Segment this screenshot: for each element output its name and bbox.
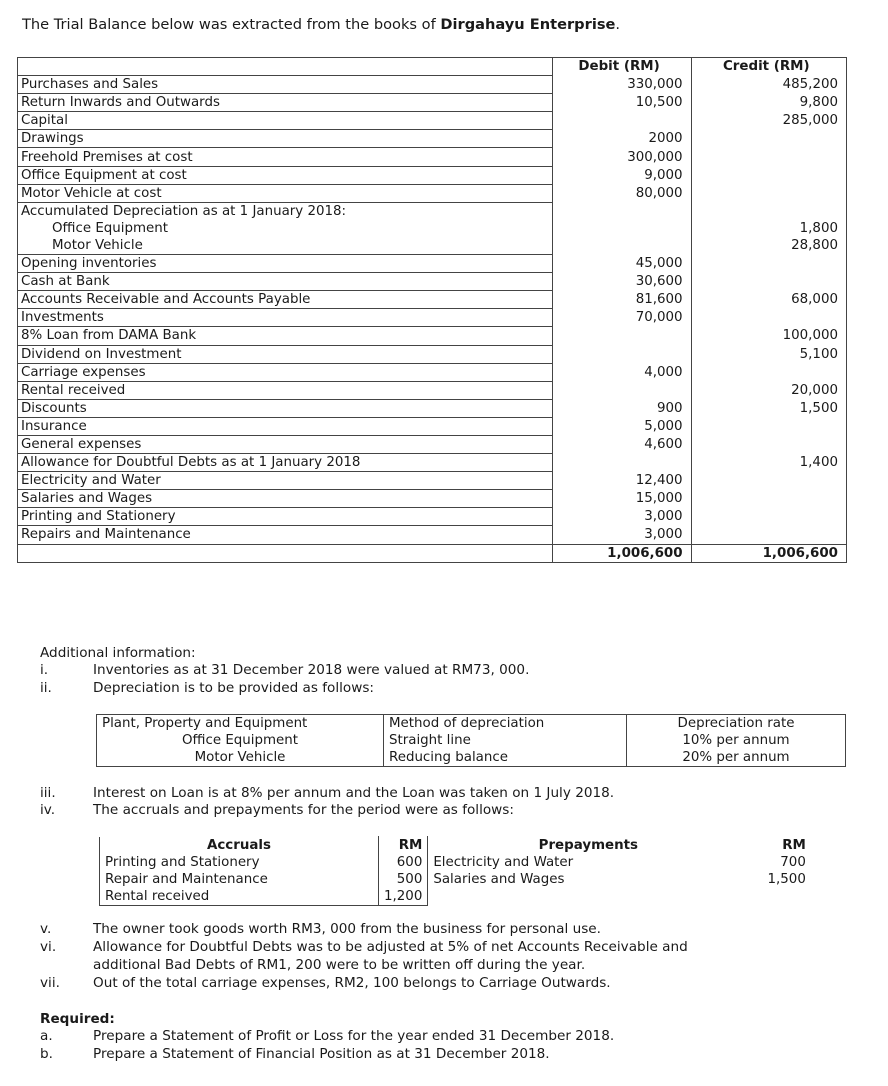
trial-balance-row (18, 76, 847, 94)
account-label: Salaries and Wages (18, 490, 553, 508)
credit-amount (691, 508, 846, 526)
debit-amount: 2000 (552, 130, 691, 148)
debit-amount: 330,000 (552, 76, 691, 94)
credit-amount (691, 435, 846, 453)
account-label: Office Equipment at cost (18, 166, 553, 184)
credit-amount: 20,000 (691, 381, 846, 399)
account-label: Drawings (18, 130, 553, 148)
required-b-num: b. (40, 1046, 53, 1062)
credit-amount (691, 309, 846, 327)
item-i-text: Inventories as at 31 December 2018 were valued at RM73, 000. (93, 662, 530, 678)
debit-amount: 12,400 (552, 472, 691, 490)
accrual-amount: 600 (379, 854, 428, 871)
dep-rate: 10% per annum (627, 732, 846, 749)
acc-header-rm: RM (379, 837, 428, 855)
credit-amount (691, 202, 846, 220)
depreciation-table (96, 714, 846, 767)
debit-amount (552, 237, 691, 255)
account-label: Accumulated Depreciation as at 1 January 2018: (18, 202, 553, 220)
trial-balance-row (18, 490, 847, 508)
debit-amount (552, 454, 691, 472)
trial-balance-row (18, 327, 847, 345)
required-a-text: Prepare a Statement of Profit or Loss for the year ended 31 December 2018. (93, 1028, 615, 1044)
credit-amount (691, 417, 846, 435)
credit-amount (691, 363, 846, 381)
debit-amount: 4,000 (552, 363, 691, 381)
trial-balance-row (18, 184, 847, 202)
debit-amount: 45,000 (552, 255, 691, 273)
dep-asset: Office Equipment (97, 732, 384, 749)
prepayment-item (428, 888, 749, 906)
item-v-text: The owner took goods worth RM3, 000 from the business for personal use. (93, 921, 601, 937)
credit-amount (691, 184, 846, 202)
accruals-row (100, 854, 811, 871)
intro-suffix: . (615, 16, 621, 33)
trial-balance-row (18, 291, 847, 309)
item-iii-num: iii. (40, 785, 56, 801)
trial-balance-row (18, 112, 847, 130)
account-label: Capital (18, 112, 553, 130)
account-label: Motor Vehicle (18, 237, 553, 255)
accrual-item: Repair and Maintenance (100, 871, 379, 888)
credit-amount: 1,500 (691, 399, 846, 417)
intro-prefix: The Trial Balance below was extracted from the books of (22, 16, 441, 33)
accrual-item: Printing and Stationery (100, 854, 379, 871)
trial-balance-table (17, 57, 847, 563)
account-label: Cash at Bank (18, 273, 553, 291)
trial-balance-row (18, 94, 847, 112)
trial-balance-row (18, 399, 847, 417)
credit-amount: 100,000 (691, 327, 846, 345)
account-label: Insurance (18, 417, 553, 435)
credit-amount: 9,800 (691, 94, 846, 112)
item-ii-num: ii. (40, 680, 52, 696)
debit-amount: 9,000 (552, 166, 691, 184)
item-vii-num: vii. (40, 975, 60, 991)
accruals-header (100, 837, 811, 855)
account-label: 8% Loan from DAMA Bank (18, 327, 553, 345)
debit-amount: 5,000 (552, 417, 691, 435)
trial-balance-row (18, 255, 847, 273)
item-iv-text: The accruals and prepayments for the period were as follows: (93, 802, 514, 818)
required-heading: Required: (40, 1011, 115, 1027)
item-vii-text: Out of the total carriage expenses, RM2, 100 belongs to Carriage Outwards. (93, 975, 611, 991)
credit-amount: 285,000 (691, 112, 846, 130)
debit-amount (552, 220, 691, 237)
item-v-num: v. (40, 921, 52, 937)
accrual-item: Rental received (100, 888, 379, 906)
acc-header-prepayments: Prepayments (538, 837, 639, 853)
trial-balance-row (18, 381, 847, 399)
debit-amount (552, 345, 691, 363)
account-label: Rental received (18, 381, 553, 399)
credit-amount: 1,800 (691, 220, 846, 237)
prepayment-item: Salaries and Wages (433, 872, 565, 887)
credit-amount (691, 255, 846, 273)
trial-balance-row (18, 309, 847, 327)
debit-amount: 15,000 (552, 490, 691, 508)
credit-amount (691, 472, 846, 490)
credit-amount (691, 526, 846, 544)
trial-balance-row (18, 472, 847, 490)
accruals-prepayments-table (99, 836, 811, 906)
trial-balance-row (18, 454, 847, 472)
accrual-amount: 500 (379, 871, 428, 888)
debit-amount: 900 (552, 399, 691, 417)
debit-amount: 81,600 (552, 291, 691, 309)
debit-amount: 4,600 (552, 435, 691, 453)
dep-header-rate: Depreciation rate (627, 715, 846, 733)
item-vi-text-cont: additional Bad Debts of RM1, 200 were to be written off during the year. (93, 957, 586, 973)
account-label: Return Inwards and Outwards (18, 94, 553, 112)
accruals-row (100, 888, 811, 906)
trial-balance-row (18, 526, 847, 544)
trial-balance-row (18, 363, 847, 381)
item-ii-text: Depreciation is to be provided as follows: (93, 680, 375, 696)
depreciation-header (97, 715, 846, 733)
trial-balance-row (18, 417, 847, 435)
account-label: Purchases and Sales (18, 76, 553, 94)
item-iii-text: Interest on Loan is at 8% per annum and the Loan was taken on 1 July 2018. (93, 785, 615, 801)
credit-amount: 68,000 (691, 291, 846, 309)
account-label: Office Equipment (18, 220, 553, 237)
credit-amount (691, 273, 846, 291)
total-credit: 1,006,600 (691, 544, 846, 562)
trial-balance-row (18, 148, 847, 166)
item-iv-num: iv. (40, 802, 56, 818)
trial-balance-row (18, 130, 847, 148)
debit-amount: 10,500 (552, 94, 691, 112)
acc-header-accruals: Accruals (100, 837, 379, 855)
depreciation-row (97, 749, 846, 767)
account-label: Electricity and Water (18, 472, 553, 490)
item-vi-num: vi. (40, 939, 57, 955)
trial-balance-row (18, 202, 847, 220)
dep-asset: Motor Vehicle (97, 749, 384, 767)
trial-balance-row (18, 166, 847, 184)
trial-balance-row (18, 220, 847, 237)
dep-rate: 20% per annum (627, 749, 846, 767)
account-label: Investments (18, 309, 553, 327)
trial-balance-row (18, 435, 847, 453)
trial-balance-total-row (18, 544, 847, 562)
accruals-row (100, 871, 811, 888)
account-label: Repairs and Maintenance (18, 526, 553, 544)
debit-amount (552, 327, 691, 345)
dep-method: Reducing balance (384, 749, 627, 767)
item-i-num: i. (40, 662, 49, 678)
trial-balance-row (18, 273, 847, 291)
credit-amount (691, 148, 846, 166)
debit-amount (552, 112, 691, 130)
credit-amount (691, 490, 846, 508)
credit-amount: 5,100 (691, 345, 846, 363)
item-vi-text: Allowance for Doubtful Debts was to be adjusted at 5% of net Accounts Receivable and (93, 939, 688, 955)
credit-amount (691, 130, 846, 148)
depreciation-row (97, 732, 846, 749)
trial-balance-row (18, 345, 847, 363)
header-account (18, 58, 553, 76)
acc-header-rm2: RM (782, 837, 806, 853)
debit-amount (552, 202, 691, 220)
header-debit: Debit (RM) (552, 58, 691, 76)
dep-method: Straight line (384, 732, 627, 749)
accrual-amount: 1,200 (379, 888, 428, 906)
credit-amount (691, 166, 846, 184)
prepayment-item: Electricity and Water (433, 855, 574, 870)
account-label: Freehold Premises at cost (18, 148, 553, 166)
dep-header-ppe: Plant, Property and Equipment (97, 715, 384, 733)
additional-heading: Additional information: (40, 645, 196, 661)
account-label: Motor Vehicle at cost (18, 184, 553, 202)
debit-amount: 3,000 (552, 526, 691, 544)
credit-amount: 28,800 (691, 237, 846, 255)
debit-amount: 80,000 (552, 184, 691, 202)
account-label: General expenses (18, 435, 553, 453)
debit-amount (552, 381, 691, 399)
total-label (18, 544, 553, 562)
account-label: Allowance for Doubtful Debts as at 1 January 2018 (18, 454, 553, 472)
account-label: Printing and Stationery (18, 508, 553, 526)
trial-balance-row (18, 508, 847, 526)
account-label: Accounts Receivable and Accounts Payable (18, 291, 553, 309)
account-label: Opening inventories (18, 255, 553, 273)
debit-amount: 30,600 (552, 273, 691, 291)
account-label: Dividend on Investment (18, 345, 553, 363)
prepayment-amount: 1,500 (767, 872, 806, 887)
header-credit: Credit (RM) (691, 58, 846, 76)
account-label: Carriage expenses (18, 363, 553, 381)
dep-header-method: Method of depreciation (384, 715, 627, 733)
total-debit: 1,006,600 (552, 544, 691, 562)
trial-balance-header (18, 58, 847, 76)
credit-amount: 1,400 (691, 454, 846, 472)
debit-amount: 3,000 (552, 508, 691, 526)
prepayment-amount: 700 (780, 855, 806, 870)
required-b-text: Prepare a Statement of Financial Position as at 31 December 2018. (93, 1046, 550, 1062)
required-a-num: a. (40, 1028, 53, 1044)
trial-balance-row (18, 237, 847, 255)
prepayment-amount (749, 888, 811, 906)
debit-amount: 70,000 (552, 309, 691, 327)
credit-amount: 485,200 (691, 76, 846, 94)
intro-text (22, 16, 620, 33)
debit-amount: 300,000 (552, 148, 691, 166)
account-label: Discounts (18, 399, 553, 417)
company-name: Dirgahayu Enterprise (440, 16, 616, 33)
